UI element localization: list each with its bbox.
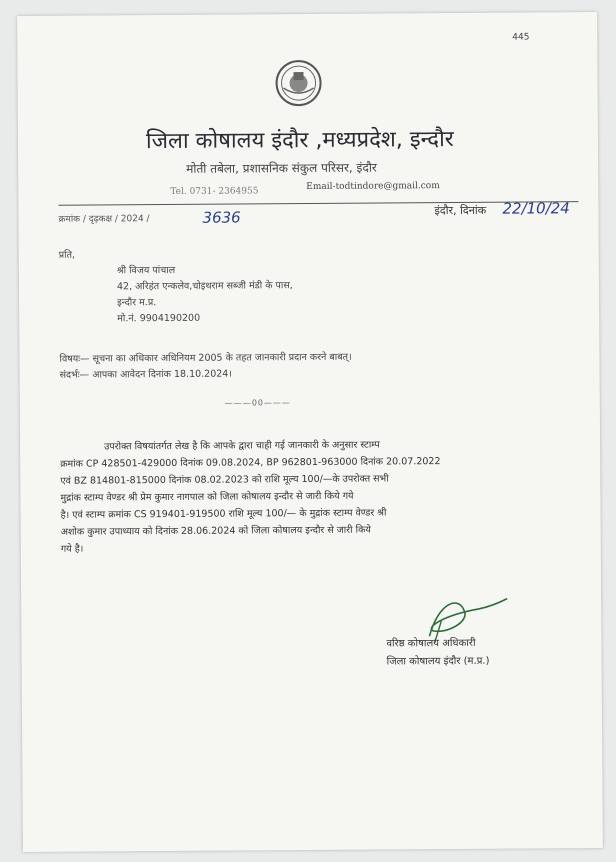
recipient-line: मो.नं. 9904190200 (117, 312, 201, 325)
reference-number: 3636 (202, 208, 241, 227)
letter-page (17, 12, 603, 852)
recipient-line: 42, अरिहंत एन्कलेव,चोइथराम सब्जी मंडी के पास, (116, 280, 293, 293)
officer-designation: वरिष्ठ कोषालय अधिकारी (386, 637, 476, 650)
recipient-line: श्री विजय पांचाल (116, 264, 176, 277)
state-emblem-icon (273, 58, 323, 108)
subject-line: विषयः— सूचना का अधिकार अधिनियम 2005 के तहत जानकारी प्रदान करने बाबत्। (59, 351, 352, 365)
officer-office: जिला कोषालय इंदौर (म.प्र.) (386, 655, 490, 668)
office-title: जिला कोषालय इंदौर ,मध्यप्रदेश, इन्दौर (145, 126, 454, 155)
body-line: एवं BZ 814801-815000 दिनांक 08.02.2023 को राशि मूल्य 100/—के उपरोक्त सभी (60, 473, 389, 487)
office-telephone: Tel. 0731- 2364955 (170, 186, 259, 197)
body-line: मुद्रांक स्टाम्प वेण्डर श्री प्रेम कुमार नागपाल को जिला कोषालय इन्दौर से जारी किये गये (60, 490, 354, 504)
letter-date: 22/10/24 (502, 199, 570, 218)
body-line: अशोक कुमार उपाध्याय को दिनांक 28.06.2024 को जिला कोषालय इन्दौर से जारी किये (60, 524, 371, 538)
recipient-line: इन्दौर म.प्र. (117, 297, 157, 309)
office-address: मोती तबेला, प्रशासनिक संकुल परिसर, इंदौर (186, 160, 377, 176)
place-date-label: इंदौर, दिनांक (434, 203, 487, 218)
reference-prefix: क्रमांक / दृढ़कक्ष / 2024 / (58, 214, 150, 225)
body-line: है। एवं स्टाम्प क्रमांक CS 919401-919500 राशि मूल्य 100/— के मुद्रांक स्टाम्प वेण्डर श्री (60, 507, 387, 521)
body-line: गये है। (60, 543, 84, 555)
recipient-salutation: प्रति, (58, 249, 76, 261)
reference-line: संदर्भः— आपका आवेदन दिनांक 18.10.2024। (59, 368, 232, 381)
header-divider (58, 201, 578, 206)
separator: ———00——— (224, 398, 292, 408)
office-email: Email-todtindore@gmail.com (306, 181, 440, 193)
body-line: क्रमांक CP 428501-429000 दिनांक 09.08.2024, BP 962801-963000 दिनांक 20.07.2022 (60, 456, 441, 470)
body-line: उपरोक्त विषयांतर्गत लेख है कि आपके द्वारा चाही गई जानकारी के अनुसार स्टाम्प (104, 439, 380, 453)
page-number: 445 (512, 32, 530, 43)
